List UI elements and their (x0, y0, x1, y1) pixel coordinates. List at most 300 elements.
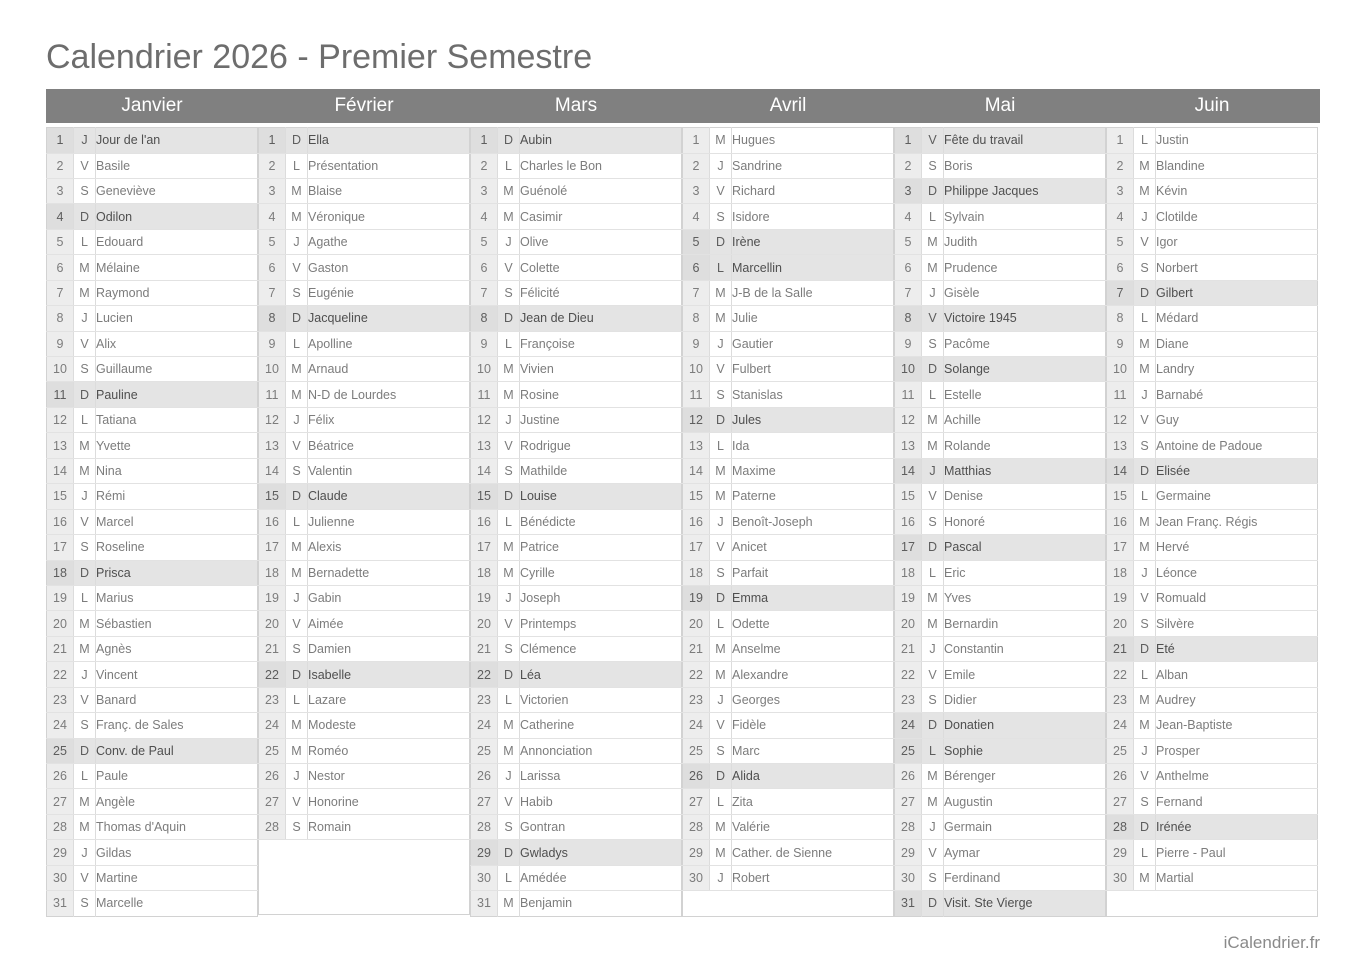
day-of-week: M (498, 382, 520, 407)
day-number: 24 (1107, 713, 1134, 738)
day-row[interactable] (259, 662, 470, 687)
day-row[interactable] (259, 382, 470, 407)
day-row[interactable] (1107, 229, 1318, 254)
saint-name: Edouard (96, 229, 258, 254)
day-row[interactable] (47, 306, 258, 331)
day-row[interactable] (471, 331, 682, 356)
day-of-week: J (922, 280, 944, 305)
day-row[interactable] (895, 306, 1106, 331)
day-row[interactable] (1107, 178, 1318, 203)
day-row[interactable] (1107, 331, 1318, 356)
day-row[interactable] (683, 331, 894, 356)
day-row[interactable] (259, 814, 470, 839)
day-row[interactable] (683, 585, 894, 610)
saint-name: Sébastien (96, 611, 258, 636)
day-row[interactable] (895, 204, 1106, 229)
day-of-week: M (498, 357, 520, 382)
saint-name: Gildas (96, 840, 258, 865)
saint-name: Hervé (1156, 535, 1318, 560)
day-row[interactable] (47, 662, 258, 687)
day-number: 19 (683, 585, 710, 610)
day-number: 19 (259, 585, 286, 610)
day-row[interactable] (259, 433, 470, 458)
day-row[interactable] (895, 255, 1106, 280)
day-row[interactable] (1107, 204, 1318, 229)
day-row[interactable] (895, 713, 1106, 738)
day-number: 20 (1107, 611, 1134, 636)
saint-name: Georges (732, 687, 894, 712)
day-row[interactable] (259, 306, 470, 331)
saint-name: Philippe Jacques (944, 178, 1106, 203)
day-row[interactable] (471, 738, 682, 763)
day-row[interactable] (895, 331, 1106, 356)
day-of-week: M (74, 433, 96, 458)
month-header-mai: Mai (984, 95, 1016, 117)
day-row[interactable] (259, 357, 470, 382)
day-row[interactable] (471, 229, 682, 254)
day-row[interactable] (471, 357, 682, 382)
day-of-week: S (286, 636, 308, 661)
day-row[interactable] (895, 738, 1106, 763)
day-row[interactable] (471, 560, 682, 585)
saint-name: Romuald (1156, 585, 1318, 610)
day-row[interactable] (895, 484, 1106, 509)
day-row[interactable] (47, 738, 258, 763)
day-number: 29 (47, 840, 74, 865)
day-row[interactable] (1107, 382, 1318, 407)
day-number: 17 (895, 535, 922, 560)
day-row[interactable] (1107, 407, 1318, 432)
day-row[interactable] (1107, 814, 1318, 839)
day-row[interactable] (895, 764, 1106, 789)
day-of-week: V (74, 865, 96, 890)
day-row[interactable] (1107, 306, 1318, 331)
day-of-week: S (1134, 255, 1156, 280)
day-row[interactable] (47, 611, 258, 636)
day-row[interactable] (895, 509, 1106, 534)
day-row[interactable] (683, 229, 894, 254)
day-of-week: J (1134, 560, 1156, 585)
day-number: 4 (47, 204, 74, 229)
day-row[interactable] (895, 382, 1106, 407)
day-number: 15 (895, 484, 922, 509)
day-row[interactable] (1107, 458, 1318, 483)
day-row[interactable] (895, 128, 1106, 153)
saint-name: Banard (96, 687, 258, 712)
day-of-week: V (922, 662, 944, 687)
day-row[interactable] (895, 407, 1106, 432)
day-row[interactable] (683, 255, 894, 280)
saint-name: Martine (96, 865, 258, 890)
day-row[interactable] (259, 611, 470, 636)
day-of-week: M (498, 178, 520, 203)
saint-name: Béatrice (308, 433, 470, 458)
saint-name: Didier (944, 687, 1106, 712)
day-number: 28 (895, 814, 922, 839)
day-of-week: J (74, 128, 96, 153)
saint-name: Victorien (520, 687, 682, 712)
day-of-week: J (498, 407, 520, 432)
day-row[interactable] (1107, 509, 1318, 534)
day-row[interactable] (1107, 484, 1318, 509)
empty-cell (732, 891, 894, 916)
saint-name: Isidore (732, 204, 894, 229)
day-of-week: D (922, 891, 944, 916)
saint-name: Pierre - Paul (1156, 840, 1318, 865)
day-row[interactable] (895, 662, 1106, 687)
day-row[interactable] (471, 611, 682, 636)
day-number: 25 (895, 738, 922, 763)
day-row[interactable] (47, 128, 258, 153)
saint-name: Gwladys (520, 840, 682, 865)
day-of-week: J (922, 636, 944, 661)
day-row[interactable] (471, 789, 682, 814)
saint-name: Benoît-Joseph (732, 509, 894, 534)
day-row[interactable] (683, 306, 894, 331)
day-row[interactable] (1107, 662, 1318, 687)
day-row[interactable] (683, 738, 894, 763)
day-row[interactable] (895, 458, 1106, 483)
saint-name: Emma (732, 585, 894, 610)
day-row[interactable] (259, 178, 470, 203)
day-row[interactable] (47, 280, 258, 305)
day-row[interactable] (47, 204, 258, 229)
day-number: 11 (471, 382, 498, 407)
day-row[interactable] (895, 560, 1106, 585)
day-row[interactable] (259, 128, 470, 153)
saint-name: Yves (944, 585, 1106, 610)
day-row[interactable] (895, 636, 1106, 661)
day-row[interactable] (471, 280, 682, 305)
day-row[interactable] (471, 255, 682, 280)
day-row[interactable] (47, 764, 258, 789)
day-row[interactable] (895, 585, 1106, 610)
day-row[interactable] (683, 611, 894, 636)
day-number: 16 (683, 509, 710, 534)
day-row[interactable] (47, 840, 258, 865)
day-row[interactable] (683, 662, 894, 687)
saint-name: Victoire 1945 (944, 306, 1106, 331)
day-row[interactable] (259, 738, 470, 763)
day-row[interactable] (683, 535, 894, 560)
day-row[interactable] (259, 687, 470, 712)
saint-name: Ida (732, 433, 894, 458)
day-number: 6 (47, 255, 74, 280)
saint-name: Guillaume (96, 357, 258, 382)
saint-name: Joseph (520, 585, 682, 610)
saint-name: Cather. de Sienne (732, 840, 894, 865)
month-column-février (258, 127, 470, 917)
day-row[interactable] (895, 280, 1106, 305)
day-row[interactable] (47, 687, 258, 712)
day-row[interactable] (259, 280, 470, 305)
day-of-week: S (74, 178, 96, 203)
day-row[interactable] (259, 407, 470, 432)
day-number: 9 (683, 331, 710, 356)
month-header-avril: Avril (769, 95, 807, 117)
day-number: 9 (47, 331, 74, 356)
day-row[interactable] (47, 229, 258, 254)
day-number: 13 (895, 433, 922, 458)
day-row[interactable] (259, 585, 470, 610)
day-number: 11 (47, 382, 74, 407)
saint-name: Rosine (520, 382, 682, 407)
day-of-week: D (74, 204, 96, 229)
saint-name: Visit. Ste Vierge (944, 891, 1106, 916)
day-row[interactable] (259, 560, 470, 585)
day-row[interactable] (1107, 764, 1318, 789)
day-number: 1 (683, 128, 710, 153)
day-number: 12 (683, 407, 710, 432)
day-number: 31 (471, 891, 498, 916)
saint-name: Anicet (732, 535, 894, 560)
day-number: 13 (259, 433, 286, 458)
month-table (894, 127, 1106, 917)
day-number: 2 (471, 153, 498, 178)
day-row[interactable] (47, 814, 258, 839)
day-row[interactable] (683, 865, 894, 890)
day-row[interactable] (683, 560, 894, 585)
day-row[interactable] (471, 814, 682, 839)
day-row[interactable] (1107, 153, 1318, 178)
day-row[interactable] (683, 484, 894, 509)
day-of-week: J (498, 585, 520, 610)
day-row[interactable] (47, 585, 258, 610)
day-row[interactable] (259, 764, 470, 789)
day-row[interactable] (47, 484, 258, 509)
day-of-week: S (922, 865, 944, 890)
day-row[interactable] (683, 713, 894, 738)
saint-name: Marius (96, 585, 258, 610)
day-row[interactable] (895, 178, 1106, 203)
day-of-week: D (922, 713, 944, 738)
day-row[interactable] (1107, 280, 1318, 305)
saint-name: Véronique (308, 204, 470, 229)
day-row[interactable] (471, 178, 682, 203)
saint-name: Clotilde (1156, 204, 1318, 229)
day-row[interactable] (683, 458, 894, 483)
day-row[interactable] (471, 840, 682, 865)
day-number: 11 (895, 382, 922, 407)
day-row[interactable] (683, 178, 894, 203)
day-row[interactable] (683, 153, 894, 178)
day-row[interactable] (1107, 560, 1318, 585)
day-row[interactable] (471, 153, 682, 178)
day-row[interactable] (259, 713, 470, 738)
saint-name: Matthias (944, 458, 1106, 483)
day-of-week: M (498, 560, 520, 585)
saint-name: Ferdinand (944, 865, 1106, 890)
day-row[interactable] (1107, 611, 1318, 636)
day-row[interactable] (471, 306, 682, 331)
day-row[interactable] (683, 433, 894, 458)
day-row[interactable] (471, 687, 682, 712)
day-of-week: D (74, 738, 96, 763)
day-row[interactable] (471, 484, 682, 509)
day-row[interactable] (47, 789, 258, 814)
day-row[interactable] (47, 560, 258, 585)
day-row[interactable] (683, 382, 894, 407)
day-row[interactable] (47, 891, 258, 916)
day-row[interactable] (471, 865, 682, 890)
day-row[interactable] (47, 357, 258, 382)
day-row[interactable] (895, 357, 1106, 382)
day-row[interactable] (471, 407, 682, 432)
day-row[interactable] (259, 789, 470, 814)
day-row[interactable] (895, 814, 1106, 839)
day-row[interactable] (1107, 865, 1318, 890)
day-number: 28 (259, 814, 286, 839)
day-row[interactable] (895, 891, 1106, 916)
day-of-week: M (1134, 178, 1156, 203)
day-row[interactable] (471, 585, 682, 610)
day-row[interactable] (1107, 687, 1318, 712)
day-row[interactable] (1107, 840, 1318, 865)
day-row[interactable] (47, 382, 258, 407)
day-row[interactable] (471, 713, 682, 738)
day-row[interactable] (259, 535, 470, 560)
day-row[interactable] (683, 509, 894, 534)
day-of-week: J (74, 484, 96, 509)
day-of-week: M (922, 789, 944, 814)
saint-name: Alix (96, 331, 258, 356)
day-row[interactable] (683, 789, 894, 814)
saint-name: Larissa (520, 764, 682, 789)
saint-name: Aubin (520, 128, 682, 153)
day-row[interactable] (683, 636, 894, 661)
day-row[interactable] (47, 865, 258, 890)
day-of-week: J (1134, 204, 1156, 229)
day-row[interactable] (895, 433, 1106, 458)
day-row[interactable] (683, 407, 894, 432)
day-row[interactable] (471, 204, 682, 229)
day-row[interactable] (895, 687, 1106, 712)
day-row[interactable] (471, 535, 682, 560)
day-row[interactable] (259, 255, 470, 280)
day-row[interactable] (47, 407, 258, 432)
day-row[interactable] (471, 458, 682, 483)
day-of-week: J (1134, 382, 1156, 407)
day-row[interactable] (683, 814, 894, 839)
day-row[interactable] (1107, 255, 1318, 280)
month-table (1106, 127, 1318, 917)
day-of-week: M (74, 280, 96, 305)
day-row[interactable] (259, 204, 470, 229)
day-row[interactable] (259, 153, 470, 178)
empty-cell (710, 891, 732, 916)
saint-name: Eric (944, 560, 1106, 585)
day-row[interactable] (683, 280, 894, 305)
day-row[interactable] (1107, 128, 1318, 153)
day-row[interactable] (1107, 789, 1318, 814)
day-row[interactable] (47, 713, 258, 738)
day-row[interactable] (47, 255, 258, 280)
day-row[interactable] (47, 433, 258, 458)
day-row[interactable] (683, 840, 894, 865)
day-row[interactable] (471, 433, 682, 458)
day-of-week: L (922, 738, 944, 763)
day-number: 15 (471, 484, 498, 509)
day-row[interactable] (259, 509, 470, 534)
day-row[interactable] (471, 764, 682, 789)
day-row[interactable] (259, 229, 470, 254)
day-row[interactable] (895, 229, 1106, 254)
day-number: 21 (47, 636, 74, 661)
saint-name: Aymar (944, 840, 1106, 865)
day-number: 10 (1107, 357, 1134, 382)
day-row[interactable] (47, 178, 258, 203)
day-of-week: M (1134, 865, 1156, 890)
day-of-week: S (286, 458, 308, 483)
day-row[interactable] (1107, 713, 1318, 738)
day-row[interactable] (47, 331, 258, 356)
day-row[interactable] (471, 509, 682, 534)
day-row[interactable] (47, 636, 258, 661)
day-number: 9 (259, 331, 286, 356)
day-row[interactable] (47, 509, 258, 534)
day-row[interactable] (471, 891, 682, 916)
day-of-week: V (922, 128, 944, 153)
day-row[interactable] (259, 484, 470, 509)
day-row[interactable] (895, 611, 1106, 636)
day-row[interactable] (259, 331, 470, 356)
day-row[interactable] (259, 636, 470, 661)
day-row[interactable] (47, 153, 258, 178)
day-row[interactable] (1107, 433, 1318, 458)
saint-name: Roméo (308, 738, 470, 763)
day-row[interactable] (471, 662, 682, 687)
saint-name: Bérenger (944, 764, 1106, 789)
day-row[interactable] (683, 764, 894, 789)
day-row[interactable] (1107, 636, 1318, 661)
saint-name: Anselme (732, 636, 894, 661)
day-number: 22 (471, 662, 498, 687)
day-row[interactable] (895, 535, 1106, 560)
day-row[interactable] (1107, 585, 1318, 610)
day-number: 6 (259, 255, 286, 280)
day-row[interactable] (1107, 535, 1318, 560)
saint-name: Blandine (1156, 153, 1318, 178)
day-row[interactable] (683, 128, 894, 153)
saint-name: Jean Franç. Régis (1156, 509, 1318, 534)
day-row[interactable] (471, 128, 682, 153)
day-number: 19 (1107, 585, 1134, 610)
saint-name: Alexis (308, 535, 470, 560)
day-number: 5 (47, 229, 74, 254)
day-row[interactable] (895, 153, 1106, 178)
day-row[interactable] (471, 636, 682, 661)
day-number: 8 (895, 306, 922, 331)
day-row[interactable] (1107, 738, 1318, 763)
day-row[interactable] (47, 535, 258, 560)
day-row[interactable] (895, 840, 1106, 865)
day-row[interactable] (259, 458, 470, 483)
day-row[interactable] (895, 865, 1106, 890)
saint-name: Richard (732, 178, 894, 203)
day-row[interactable] (683, 204, 894, 229)
empty-row (259, 865, 470, 889)
day-row[interactable] (471, 382, 682, 407)
day-row[interactable] (1107, 357, 1318, 382)
empty-row (683, 891, 894, 916)
day-row[interactable] (895, 789, 1106, 814)
day-row[interactable] (683, 357, 894, 382)
day-number: 24 (471, 713, 498, 738)
day-number: 24 (683, 713, 710, 738)
day-row[interactable] (683, 687, 894, 712)
empty-cell (286, 840, 308, 865)
day-row[interactable] (47, 458, 258, 483)
